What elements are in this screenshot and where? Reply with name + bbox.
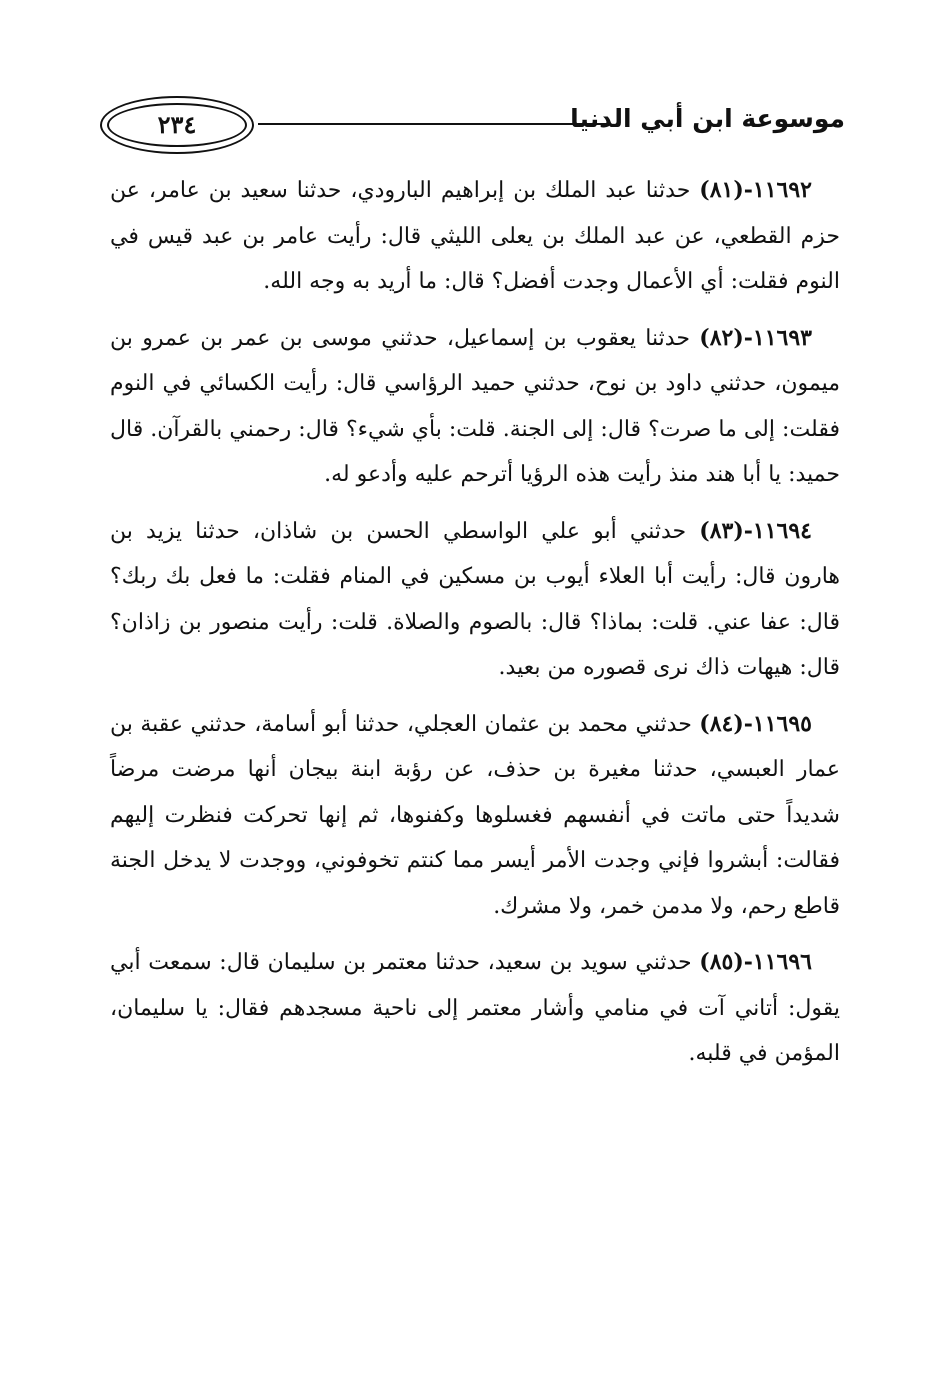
page-number: ٢٣٤	[157, 110, 197, 139]
page-header	[100, 96, 845, 168]
hadith-entry	[110, 168, 840, 305]
entry-text: حدثنا عبد الملك بن إبراهيم البارودي، حدثنا سعيد بن عامر، عن حزم القطعي، عن عبد الملك بن يعلى الليثي قال: رأيت عامر بن عبد قيس في النوم فقلت: أي الأعمال وجدت أفضل؟ قال: ما أريد به وجه الله.	[110, 178, 840, 294]
entry-text: حدثني محمد بن عثمان العجلي، حدثنا أبو أسامة، حدثني عقبة بن عمار العبسي، حدثنا مغيرة بن حذف، عن رؤبة ابنة بيجان أنها مرضت مرضاً شديداً حتى ماتت في أنفسهم فغسلوها وكفنوها، ثم إنها تحركت فنظرت إليهم فقالت: أبشروا فإني وجدت الأمر أيسر مما كنتم تخوفوني، ووجدت لا يدخل الجنة قاطع رحم، ولا مدمن خمر، ولا مشرك.	[110, 711, 840, 919]
entry-text: حدثني سويد بن سعيد، حدثنا معتمر بن سليمان قال: سمعت أبي يقول: أتاني آت في منامي وأشار معتمر إلى ناحية مسجدهم فقال: يا سليمان، المؤمن في قلبه.	[110, 950, 840, 1066]
hadith-entry	[110, 702, 840, 930]
hadith-entry	[110, 316, 840, 498]
header-divider-line	[258, 123, 609, 125]
hadith-entry	[110, 509, 840, 691]
entry-text: حدثنا يعقوب بن إسماعيل، حدثني موسى بن عمر بن عمرو بن ميمون، حدثني داود بن نوح، حدثني حميد الرؤاسي قال: رأيت الكسائي في النوم فقلت: إلى ما صرت؟ قال: إلى الجنة. قلت: بأي شيء؟ قال: رحمني بالقرآن. قال حميد: يا أبا هند منذ رأيت هذه الرؤيا أترحم عليه وأدعو له.	[110, 325, 840, 487]
entry-number: ١١٦٩٥-(٨٤)	[699, 710, 812, 737]
book-title: موسوعة ابن أبي الدنيا	[570, 104, 845, 133]
hadith-entry	[110, 940, 840, 1077]
entry-number: ١١٦٩٤-(٨٣)	[699, 517, 812, 544]
entry-number: ١١٦٩٦-(٨٥)	[699, 949, 812, 975]
page-body	[110, 168, 840, 1088]
page-number-ornament	[100, 96, 254, 154]
entry-number: ١١٦٩٢-(٨١)	[699, 177, 812, 203]
entry-text: حدثني أبو علي الواسطي الحسن بن شاذان، حدثنا يزيد بن هارون قال: رأيت أبا العلاء أيوب بن مسكين في المنام فقلت: ما فعل بك ربك؟ قال: عفا عني. قلت: بماذا؟ قال: بالصوم والصلاة. قلت: رأيت منصور بن زاذان؟ قال: هيهات ذاك نرى قصوره من بعيد.	[110, 518, 840, 680]
entry-number: ١١٦٩٣-(٨٢)	[699, 324, 812, 351]
